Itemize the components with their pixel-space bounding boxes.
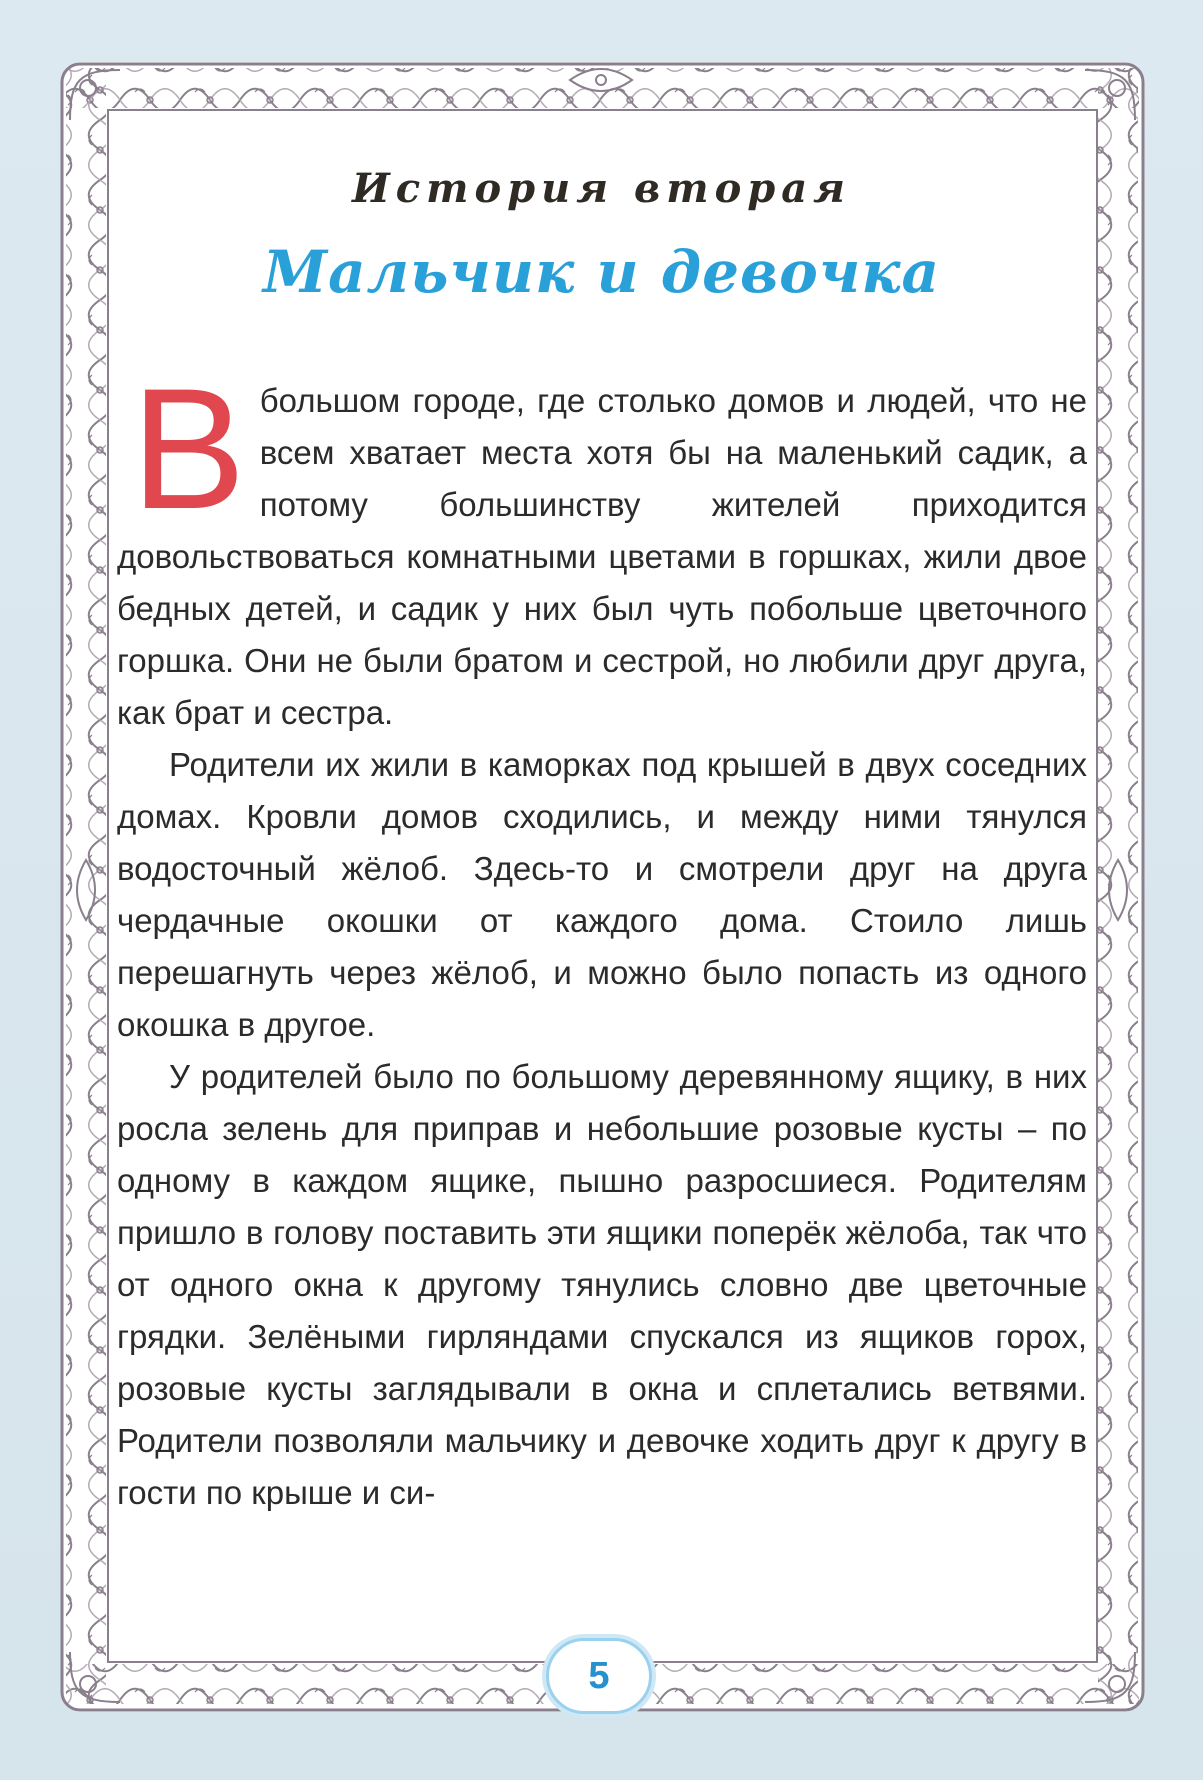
page-number: 5	[588, 1655, 610, 1697]
story-title: Мальчик и девочка	[262, 238, 941, 306]
paragraph-2: Родители их жили в каморках под крышей в двух соседних домах. Кровли домов сходились, и между ними тянулся водосточный жёлоб. Здесь-то и смотрели друг на друга чердачные окошки от каждого дома. Стоило лишь перешагнуть через жёлоб, и можно было попасть из одного окошка в другое.	[117, 746, 1087, 1043]
paragraph-1	[117, 353, 1087, 739]
story-text	[117, 353, 1087, 1519]
page-number-badge	[546, 1638, 652, 1714]
paragraph-3: У родителей было по большому деревянному ящику, в них росла зелень для приправ и небольшие розовые кусты – по одному в каждом ящике, пышно разросшиеся. Родителям пришло в голову поставить эти ящики поперёк жёлоба, так что от одного окна к другому тянулись словно две цветочные грядки. Зелёными гирляндами спускался из ящиков горох, розовые кусты заглядывали в окна и сплетались ветвями. Родители позволяли мальчику и девочке ходить друг к другу в гости по крыше и си-	[117, 1058, 1087, 1511]
story-number-heading: История вторая	[352, 165, 851, 212]
drop-cap: В	[131, 353, 246, 545]
paragraph-1-text: большом городе, где столько домов и людей, что не всем хватает места хотя бы на маленький садик, а потому большинству жителей приходится довольствоваться комнатными цветами в горшках, жили двое бедных детей, и садик у них был чуть побольше цветочного горшка. Они не были братом и сестрой, но любили друг друга, как брат и сестра.	[117, 382, 1087, 731]
